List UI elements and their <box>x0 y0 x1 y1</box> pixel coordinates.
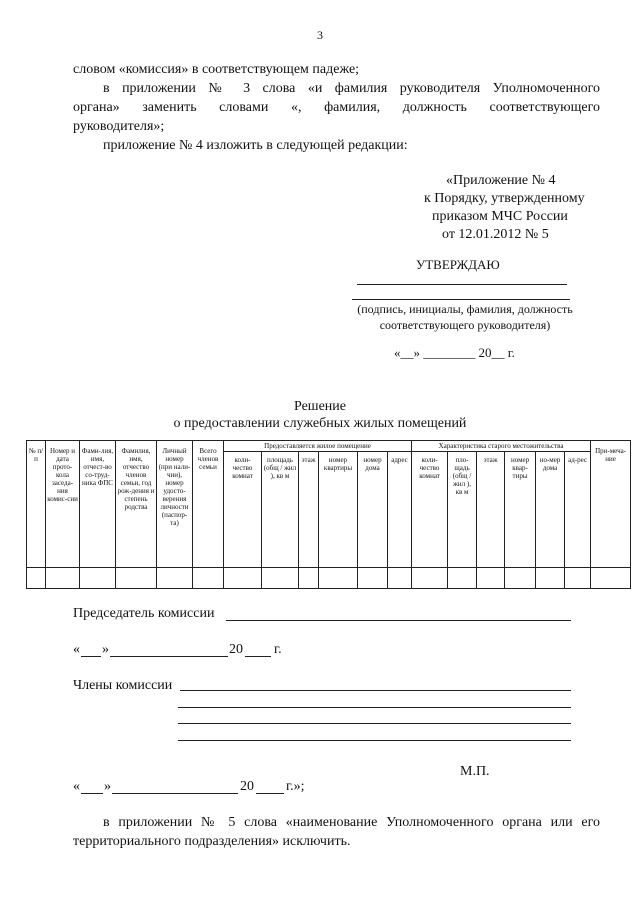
date1-close-quote: » <box>102 642 109 657</box>
appendix-line-4: от 12.01.2012 № 5 <box>442 227 549 242</box>
date1-year-line <box>245 656 271 657</box>
new-area-header: площадь (общ / жил ), кв м <box>262 452 299 568</box>
col-num-header: № п/п <box>27 441 46 568</box>
col-meeting-header: Номер и дата прото-кола заседа-ния комис-сии <box>46 441 80 568</box>
old-house-header: но-мер дома <box>536 452 565 568</box>
col-family-header: Фамилия, имя, отчество членов семьи, год рож-дения и степень родства <box>116 441 157 568</box>
appendix-line-1: «Приложение № 4 <box>446 173 556 188</box>
old-floor-header: этаж <box>477 452 505 568</box>
approval-date: «__» ________ 20__ г. <box>394 345 515 360</box>
new-apartment-header: номер квартиры <box>319 452 358 568</box>
date2-year: 20 <box>240 779 254 794</box>
approval-caption-1: (подпись, инициалы, фамилия, должность <box>357 302 573 316</box>
closing-line-1: в приложении № 5 слова «наименование Уполномоченного органа или его <box>103 815 600 830</box>
date2-day-line <box>81 793 103 794</box>
date2-month-line <box>112 793 238 794</box>
members-label: Члены комиссии <box>73 678 173 693</box>
date1-day-line <box>81 656 101 657</box>
date1-year: 20 <box>229 642 243 657</box>
members-line-4 <box>178 740 571 741</box>
chairman-signature-line <box>226 620 571 621</box>
intro-line-2: в приложении № 3 слова «и фамилия руководителя Уполномоченного <box>103 81 600 96</box>
date2-year-line <box>256 793 284 794</box>
old-rooms-header: коли-чество комнат <box>412 452 448 568</box>
date2-close-quote: » <box>104 779 111 794</box>
approval-title: УТВЕРЖДАЮ <box>416 257 500 272</box>
date1-g: г. <box>274 642 282 657</box>
old-apartment-header: номер квар-тиры <box>505 452 536 568</box>
decision-title: Решение <box>293 399 346 414</box>
approval-line-2 <box>352 299 570 300</box>
new-floor-header: этаж <box>299 452 319 568</box>
members-line-2 <box>178 707 571 708</box>
new-house-header: номер дома <box>358 452 388 568</box>
table-row <box>27 568 631 589</box>
stamp-label: М.П. <box>460 764 490 779</box>
new-address-header: адрес <box>388 452 412 568</box>
old-area-header: пло-щадь (общ / жил ), кв м <box>448 452 477 568</box>
decision-subtitle: о предоставлении служебных жилых помещений <box>173 416 467 431</box>
intro-line-4: руководителя»; <box>73 119 165 134</box>
members-line-1 <box>180 690 571 691</box>
old-address-header: ад-рес <box>565 452 591 568</box>
closing-line-2: территориального подразделения» исключить. <box>73 834 351 849</box>
decision-table <box>26 440 631 589</box>
members-line-3 <box>178 723 571 724</box>
date2-open-quote: « <box>73 779 80 794</box>
col-name-header: Фами-лия, имя, отчест-во со-труд-ника ФПС <box>80 441 116 568</box>
date1-open-quote: « <box>73 642 80 657</box>
group-old-header: Характеристика старого местожительства <box>412 441 591 452</box>
new-rooms-header: коли-чество комнат <box>224 452 262 568</box>
intro-line-5: приложение № 4 изложить в следующей редакции: <box>103 138 408 153</box>
date1-month-line <box>110 656 228 657</box>
col-notes-header: При-меча-ние <box>591 441 631 568</box>
page-number: 3 <box>317 28 323 42</box>
intro-line-3: органа» заменить словами «, фамилия, должность соответствующего <box>73 100 600 115</box>
appendix-line-3: приказом МЧС России <box>432 209 568 224</box>
approval-caption-2: соответствующего руководителя) <box>379 318 551 332</box>
col-personal-header: Личный номер (при нали-чии), номер удосто-верения личности (паспор-та) <box>157 441 193 568</box>
chairman-label: Председатель комиссии <box>73 606 215 621</box>
date2-g: г.»; <box>286 779 305 794</box>
appendix-line-2: к Порядку, утвержденному <box>424 191 585 206</box>
approval-line-1 <box>357 284 567 285</box>
group-new-header: Предоставляется жилое помещение <box>224 441 412 452</box>
intro-line-1: словом «комиссия» в соответствующем падеже; <box>73 62 360 77</box>
col-members-header: Всего членов семьи <box>193 441 224 568</box>
